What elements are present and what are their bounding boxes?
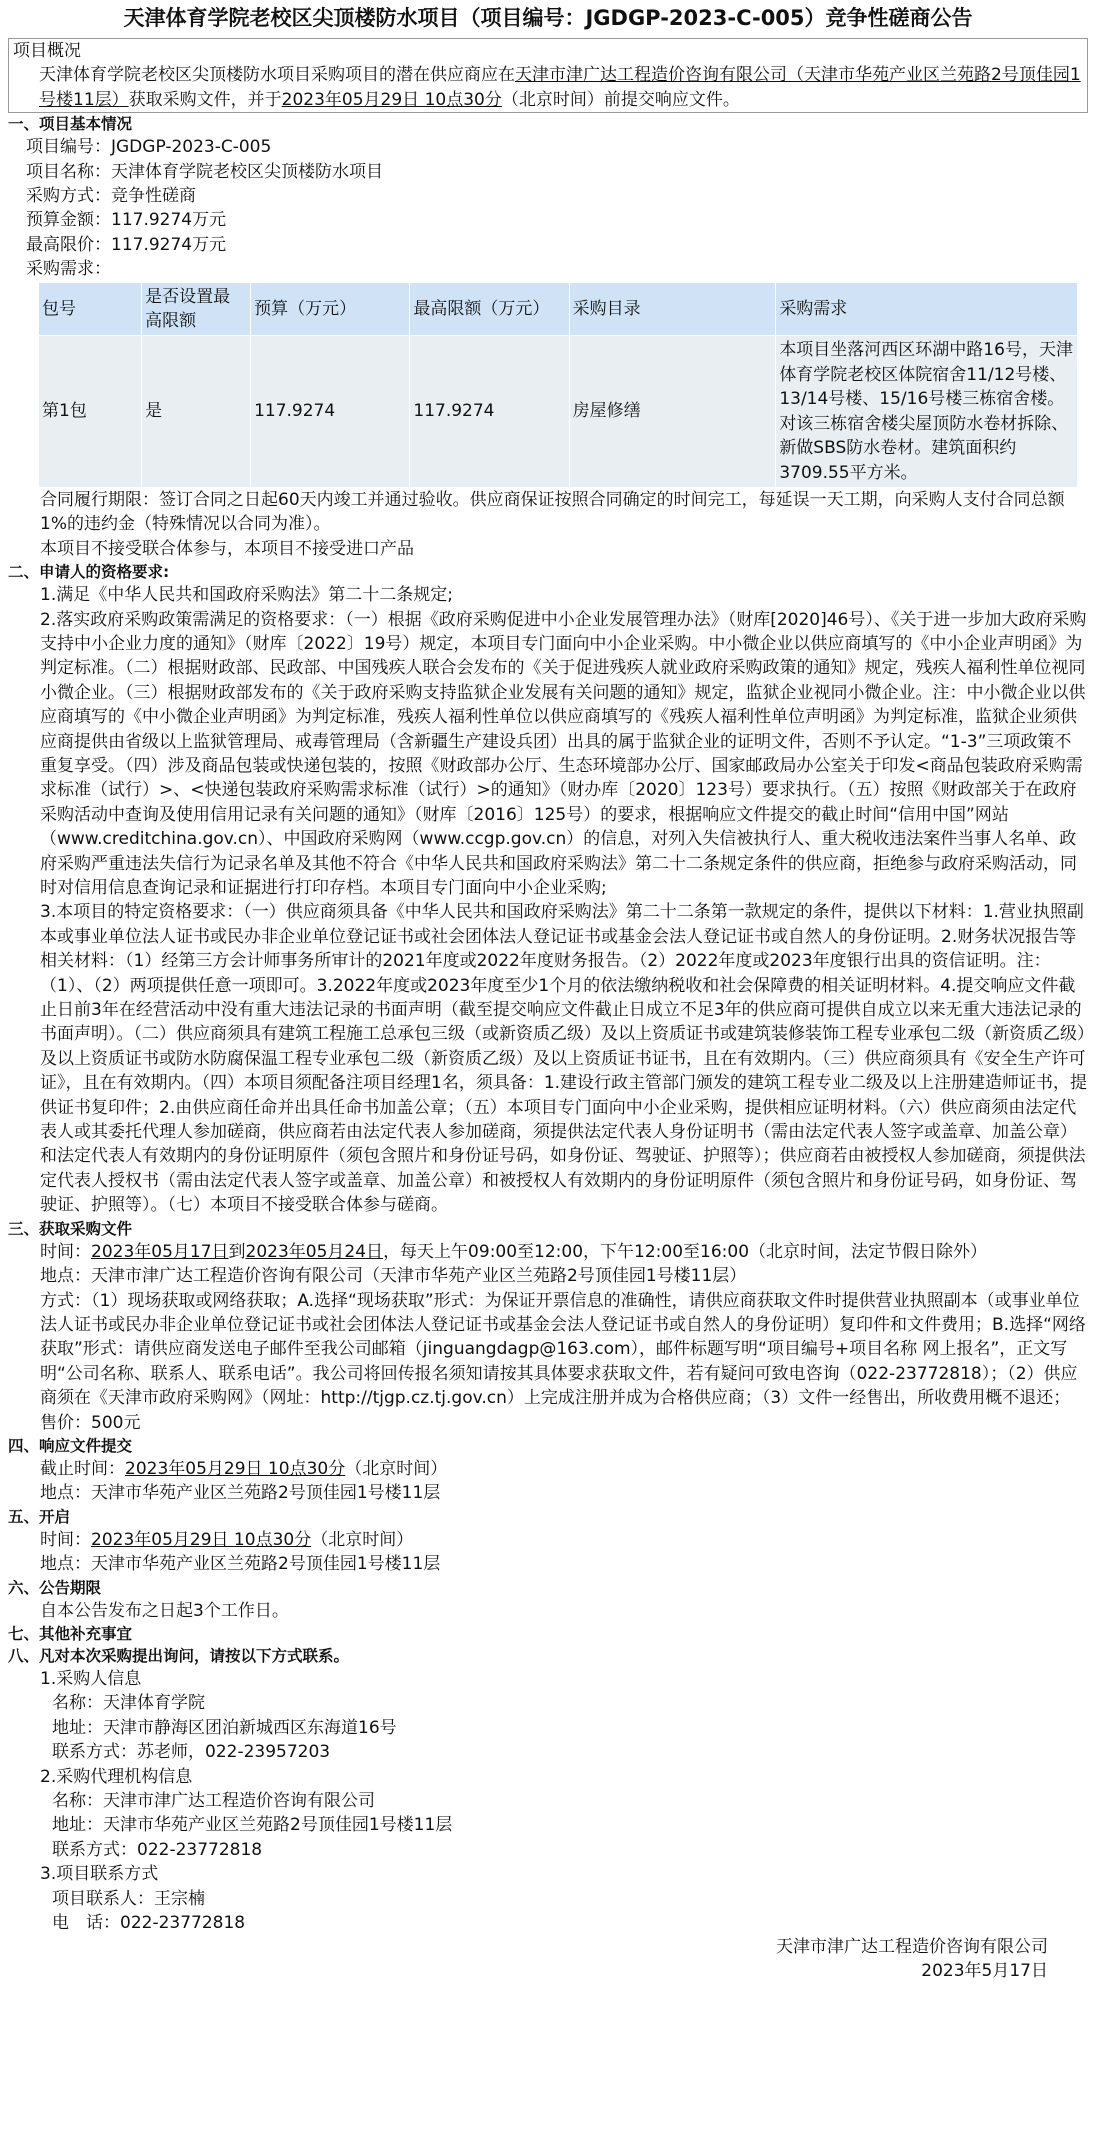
table-header-cell: 采购目录	[569, 282, 776, 336]
overview-caption: 项目概况	[13, 41, 81, 61]
announcement-period: 自本公告发布之日起3个工作日。	[40, 1600, 289, 1621]
acquire-time-label: 时间：	[40, 1241, 91, 1262]
overview-box	[8, 38, 1088, 113]
overview-deadline: 2023年05月29日 10点30分	[281, 89, 502, 110]
consortium-note: 本项目不接受联合体参与，本项目不接受进口产品	[40, 538, 414, 559]
section-1-body	[8, 135, 1088, 281]
buyer-contact: 联系方式：苏老师，022-23957203	[52, 1742, 331, 1763]
submission-deadline	[8, 1457, 1088, 1481]
submission-place: 地点：天津市华苑产业区兰苑路2号顶佳园1号楼11层	[40, 1483, 441, 1504]
table-header-cell: 最高限额（万元）	[410, 282, 569, 336]
overview-address: 天津市津广达工程造价咨询有限公司（天津市华苑产业区兰苑路2号顶佳园1号楼11层）	[39, 65, 1081, 110]
acquire-place: 地点：天津市津广达工程造价咨询有限公司（天津市华苑产业区兰苑路2号顶佳园1号楼11层）	[40, 1266, 747, 1287]
section-6-heading: 六、公告期限	[8, 1578, 102, 1597]
project-contact-title: 3.项目联系方式	[40, 1864, 159, 1885]
table-header-row	[39, 282, 1078, 336]
signature-org: 天津市津广达工程造价咨询有限公司	[776, 1937, 1048, 1958]
table-cell: 是	[142, 336, 251, 487]
section-2-heading: 二、申请人的资格要求:	[8, 563, 170, 582]
acquire-start-date: 2023年05月17日	[91, 1241, 229, 1262]
table-cell: 117.9274	[251, 336, 410, 487]
table-header-cell: 是否设置最高限额	[142, 282, 251, 336]
budget-amount: 预算金额：117.9274万元	[26, 210, 227, 231]
overview-text-a: 天津体育学院老校区尖顶楼防水项目采购项目的潜在供应商应在	[39, 65, 515, 86]
procurement-needs-label: 采购需求：	[26, 259, 111, 280]
section-3-heading: 三、获取采购文件	[8, 1219, 133, 1238]
table-header-cell: 预算（万元）	[251, 282, 410, 336]
agent-name: 名称：天津市津广达工程造价咨询有限公司	[52, 1791, 375, 1811]
table-cell: 本项目坐落河西区环湖中路16号，天津体育学院老校区体院宿舍11/12号楼、13/14号楼、15/16号楼三栋宿舍楼。对该三栋宿舍楼尖屋顶防水卷材拆除、新做SBS防水卷材。建筑面积约3709.55平方米。	[776, 336, 1078, 487]
table-cell: 117.9274	[410, 336, 569, 487]
overview-text-c: （北京时间）前提交响应文件。	[501, 89, 740, 110]
acquire-time	[8, 1240, 1088, 1264]
agent-address: 地址：天津市华苑产业区兰苑路2号顶佳园1号楼11层	[52, 1815, 453, 1836]
project-number: 项目编号：JGDGP-2023-C-005	[26, 137, 272, 158]
agent-info-title: 2.采购代理机构信息	[40, 1766, 193, 1787]
overview-text-b: 获取采购文件，并于	[128, 89, 282, 110]
project-contact-person: 项目联系人：王宗楠	[52, 1888, 205, 1909]
buyer-info-title: 1.采购人信息	[40, 1668, 142, 1689]
section-7-heading: 七、其他补充事宜	[8, 1624, 133, 1643]
table-cell: 房屋修缮	[569, 336, 776, 487]
submission-deadline-value: 2023年05月29日 10点30分	[125, 1458, 346, 1479]
section-8-heading: 八、凡对本次采购提出询问，请按以下方式联系。	[8, 1646, 350, 1665]
opening-time	[8, 1528, 1088, 1552]
overview-text	[9, 63, 1087, 112]
table-row	[39, 336, 1078, 487]
acquire-to: 到	[228, 1241, 246, 1262]
table-cell: 第1包	[39, 336, 142, 487]
page-title: 天津体育学院老校区尖顶楼防水项目（项目编号：JGDGP-2023-C-005）竞争性磋商公告	[123, 6, 973, 30]
procurement-table	[38, 282, 1078, 488]
submission-deadline-label: 截止时间：	[40, 1458, 125, 1479]
acquire-hours: ，每天上午09:00至12:00，下午12:00至16:00（北京时间，法定节假日除外）	[383, 1241, 988, 1262]
buyer-name: 名称：天津体育学院	[52, 1693, 205, 1714]
qualification-2: 2.落实政府采购政策需满足的资格要求：（一）根据《政府采购促进中小企业发展管理办法》（财库[2020]46号）、《关于进一步加大政府采购支持中小企业力度的通知》（财库〔2022〕19号）规定，本项目专门面向中小企业采购。中小微企业以供应商填写的《中小企业声明函》为判定标准。（二）根据财政部、民政部、中国残疾人联合会发布的《关于促进残疾人就业政府采购政策的通知》规定，残疾人福利性单位视同小微企业。（三）根据财政部发布的《关于政府采购支持监狱企业发展有关问题的通知》规定，监狱企业视同小微企业。注：中小微企业以供应商填写的《中小微企业声明函》为判定标准，残疾人福利性单位以供应商填写的《残疾人福利性单位声明函》为判定标准，监狱企业须供应商提供由省级以上监狱管理局、戒毒管理局（含新疆生产建设兵团）出具的属于监狱企业的证明文件，否则不予认定。“1-3”三项政策不重复享受。（四）涉及商品包装或快递包装的，按照《财政部办公厅、生态环境部办公厅、国家邮政局办公室关于印发<商品包装政府采购需求标准（试行）>、<快递包装政府采购需求标准（试行）>的通知》（财办库〔2020〕123号）要求执行。（五）按照《财政部关于在政府采购活动中查询及使用信用记录有关问题的通知》（财库〔2016〕125号）的要求，根据响应文件提交的截止时间“信用中国”网站（www.creditchina.gov.cn）、中国政府采购网（www.ccgp.gov.cn）的信息，对列入失信被执行人、重大税收违法案件当事人名单、政府采购严重违法失信行为记录名单及其他不符合《中华人民共和国政府采购法》第二十二条规定条件的供应商，拒绝参与政府采购活动，同时对信用信息查询记录和证据进行打印存档。本项目专门面向中小企业采购;	[40, 609, 1087, 898]
project-contact-phone: 电 话：022-23772818	[52, 1913, 246, 1934]
section-5-heading: 五、开启	[8, 1507, 71, 1526]
table-header-cell: 采购需求	[776, 282, 1078, 336]
submission-deadline-suffix: （北京时间）	[345, 1458, 448, 1479]
table-header-cell: 包号	[39, 282, 142, 336]
announcement-page	[0, 2, 1096, 1982]
section-4-heading: 四、响应文件提交	[8, 1436, 133, 1455]
qualification-1: 1.满足《中华人民共和国政府采购法》第二十二条规定;	[40, 585, 453, 606]
procurement-method: 采购方式：竞争性磋商	[26, 186, 196, 207]
project-name: 项目名称：天津体育学院老校区尖顶楼防水项目	[26, 161, 383, 182]
section-1-heading: 一、项目基本情况	[8, 115, 133, 134]
acquire-end-date: 2023年05月24日	[245, 1241, 384, 1262]
signature-date: 2023年5月17日	[921, 1961, 1048, 1982]
opening-time-value: 2023年05月29日 10点30分	[91, 1529, 312, 1550]
agent-contact: 联系方式：022-23772818	[52, 1839, 263, 1860]
signature-block	[776, 1935, 1048, 1983]
document-price: 售价：500元	[40, 1412, 141, 1433]
opening-time-label: 时间：	[40, 1529, 91, 1550]
contract-term: 合同履行期限：签订合同之日起60天内竣工并通过验收。供应商保证按照合同确定的时间完工，每延误一天工期，向采购人支付合同总额1%的违约金（特殊情况以合同为准）。	[40, 489, 1065, 535]
acquire-method: 方式：（1）现场获取或网络获取；A.选择“现场获取”形式：为保证开票信息的准确性，请供应商获取文件时提供营业执照副本（或事业单位法人证书或民办非企业单位登记证书或社会团体法人登记证书或基金会法人登记证书或自然人的身份证明）复印件和文件费用；B.选择“网络获取”形式：请供应商发送电子邮件至我公司邮箱（jinguangdagp@163.com），邮件标题写明“项目编号+项目名称 网上报名”，正文写明“公司名称、联系人、联系电话”。我公司将回传报名须知请按其具体要求获取文件，若有疑问可致电咨询（022-23772818）；（2）供应商须在《天津市政府采购网》（网址：http://tjgp.cz.tj.gov.cn）上完成注册并成为合格供应商；（3）文件一经售出，所收费用概不退还；	[40, 1290, 1086, 1409]
qualification-3: 3.本项目的特定资格要求：（一）供应商须具备《中华人民共和国政府采购法》第二十二条第一款规定的条件，提供以下材料：1.营业执照副本或事业单位法人证书或民办非企业单位登记证书或社会团体法人登记证书或基金会法人登记证书或自然人的身份证明。2.财务状况报告等相关材料：（1）经第三方会计师事务所审计的2021年度或2022年度财务报告。（2）2022年度或2023年度银行出具的资信证明。注：（1）、（2）两项提供任意一项即可。3.2022年度或2023年度至少1个月的依法缴纳税收和社会保障费的相关证明材料。4.提交响应文件截止日前3年在经营活动中没有重大违法记录的书面声明（截至提交响应文件截止日成立不足3年的供应商可提供自成立以来无重大违法记录的书面声明）。（二）供应商须具有建筑工程施工总承包三级（或新资质乙级）及以上资质证书或建筑装修装饰工程专业承包二级（新资质乙级）及以上资质证书或防水防腐保温工程专业承包二级（新资质乙级）及以上资质证书证书，且在有效期内。（三）供应商须具有《安全生产许可证》，且在有效期内。（四）本项目须配备注项目经理1名，须具备：1.建设行政主管部门颁发的建筑工程专业二级及以上注册建造师证书，提供证书复印件；2.由供应商任命并出具任命书加盖公章；（五）本项目专门面向中小企业采购，提供相应证明材料。（六）供应商须由法定代表人或其委托代理人参加磋商，供应商若由法定代表人参加磋商，须提供法定代表人身份证明书（需由法定代表人签字或盖章、加盖公章）和法定代表人有效期内的身份证明原件（须包含照片和身份证号码，如身份证、驾驶证、护照等）；供应商若由被授权人参加磋商，须提供法定代表人授权书（需由法定代表人签字或盖章、加盖公章）和被授权人有效期内的身份证明原件（须包含照片和身份证号码，如身份证、驾驶证、护照等）。（七）本项目不接受联合体参与磋商。	[40, 902, 1088, 1216]
buyer-address: 地址：天津市静海区团泊新城西区东海道16号	[52, 1717, 397, 1738]
opening-place: 地点：天津市华苑产业区兰苑路2号顶佳园1号楼11层	[40, 1554, 441, 1575]
opening-time-suffix: （北京时间）	[311, 1529, 414, 1550]
max-price: 最高限价：117.9274万元	[26, 234, 227, 255]
